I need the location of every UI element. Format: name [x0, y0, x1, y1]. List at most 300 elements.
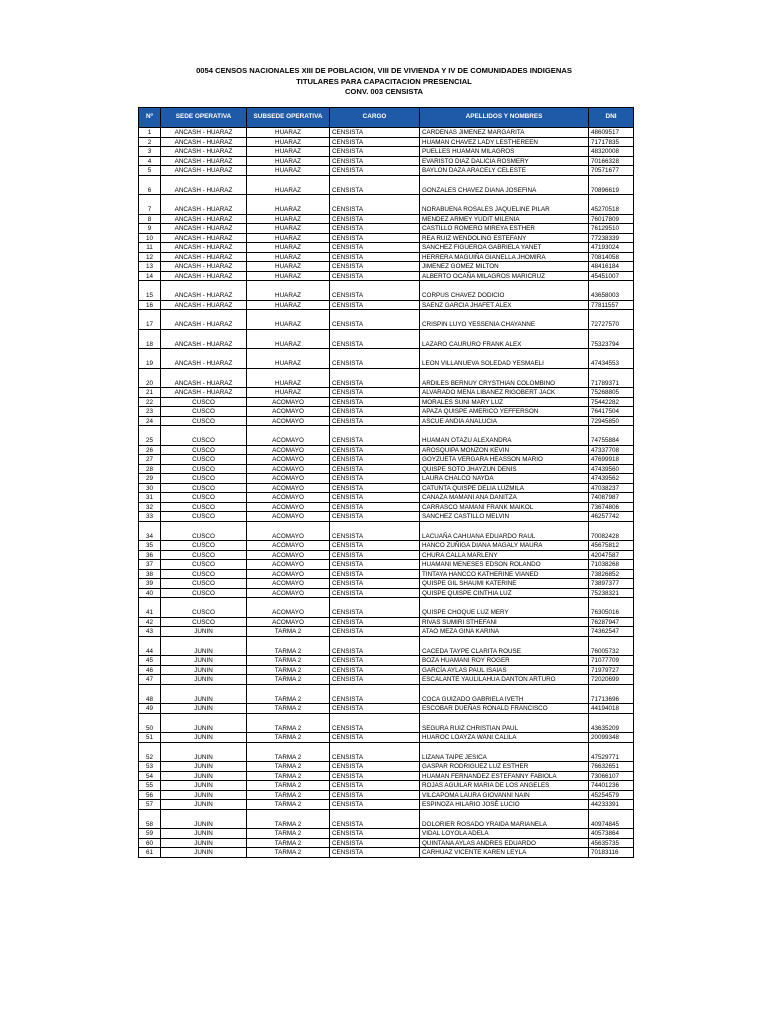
table-row [139, 665, 634, 675]
row-cargo: CENSISTA [330, 281, 420, 301]
table-row [139, 656, 634, 666]
row-sede: CUSCO [161, 569, 247, 579]
row-nombre: APAZA QUISPE AMERICO YEFFERSON [420, 407, 589, 417]
row-nombre: BAYLON DAZA ARACELY CELESTE [420, 166, 589, 176]
row-nombre: REA RUIZ WENDOLING ESTEFANY [420, 233, 589, 243]
row-nombre: QUISPE QUISPE CINTHIA LUZ [420, 588, 589, 598]
row-sede: CUSCO [161, 541, 247, 551]
row-subsede: ACOMAYO [247, 445, 330, 455]
row-nombre: VIDAL LOYOLA ADELA [420, 829, 589, 839]
row-sede: ANCASH - HUARAZ [161, 137, 247, 147]
row-dni: 76005732 [589, 636, 634, 656]
row-sede: ANCASH - HUARAZ [161, 281, 247, 301]
row-sede: ANCASH - HUARAZ [161, 195, 247, 215]
row-number: 52 [139, 742, 161, 762]
row-nombre: LACUAÑA CAHUANA EDUARDO RAUL [420, 521, 589, 541]
row-subsede: TARMA 2 [247, 742, 330, 762]
row-sede: CUSCO [161, 588, 247, 598]
row-dni: 44194018 [589, 704, 634, 714]
row-dni: 71713696 [589, 684, 634, 704]
row-number: 31 [139, 493, 161, 503]
table-row [139, 195, 634, 215]
row-number: 36 [139, 550, 161, 560]
row-sede: ANCASH - HUARAZ [161, 166, 247, 176]
row-dni: 46257742 [589, 512, 634, 522]
table-row [139, 310, 634, 330]
row-number: 26 [139, 445, 161, 455]
row-nombre: ESPINOZA HILARIO JOSÉ LUCIO [420, 800, 589, 810]
row-number: 19 [139, 349, 161, 369]
row-cargo: CENSISTA [330, 636, 420, 656]
table-row [139, 407, 634, 417]
row-sede: JUNIN [161, 675, 247, 685]
row-number: 54 [139, 771, 161, 781]
row-nombre: SANCHEZ FIGUEROA GABRIELA YANET [420, 243, 589, 253]
row-number: 57 [139, 800, 161, 810]
row-cargo: CENSISTA [330, 512, 420, 522]
row-sede: ANCASH - HUARAZ [161, 310, 247, 330]
row-dni: 74362547 [589, 627, 634, 637]
row-dni: 73066107 [589, 771, 634, 781]
row-nombre: GOYZUETA VERGARA HEASSON MARIO [420, 455, 589, 465]
row-sede: CUSCO [161, 579, 247, 589]
row-sede: ANCASH - HUARAZ [161, 224, 247, 234]
row-subsede: ACOMAYO [247, 521, 330, 541]
row-cargo: CENSISTA [330, 349, 420, 369]
row-subsede: HUARAZ [247, 224, 330, 234]
row-dni: 70166328 [589, 156, 634, 166]
document-title: 0054 CENSOS NACIONALES XIII DE POBLACION, VIII DE VIVIENDA Y IV DE COMUNIDADES INDIGENAS [196, 66, 572, 75]
row-subsede: ACOMAYO [247, 550, 330, 560]
row-cargo: CENSISTA [330, 271, 420, 281]
row-sede: ANCASH - HUARAZ [161, 329, 247, 349]
row-number: 49 [139, 704, 161, 714]
row-sede: CUSCO [161, 416, 247, 426]
row-number: 34 [139, 521, 161, 541]
row-number: 35 [139, 541, 161, 551]
row-subsede: TARMA 2 [247, 684, 330, 704]
row-number: 42 [139, 617, 161, 627]
row-number: 18 [139, 329, 161, 349]
row-nombre: HERRERA MAGUIÑA GIANELLA JHOMIRA [420, 252, 589, 262]
row-dni: 45451007 [589, 271, 634, 281]
row-dni: 48416184 [589, 262, 634, 272]
row-cargo: CENSISTA [330, 128, 420, 138]
table-row [139, 684, 634, 704]
row-sede: JUNIN [161, 713, 247, 733]
row-dni: 45254579 [589, 790, 634, 800]
row-subsede: ACOMAYO [247, 598, 330, 618]
row-nombre: QUINTANA AYLAS ANDRES EDUARDO [420, 838, 589, 848]
row-cargo: CENSISTA [330, 388, 420, 398]
row-nombre: GONZALES CHAVEZ DIANA JOSEFINA [420, 175, 589, 195]
row-sede: CUSCO [161, 445, 247, 455]
row-sede: JUNIN [161, 790, 247, 800]
row-subsede: TARMA 2 [247, 665, 330, 675]
row-cargo: CENSISTA [330, 588, 420, 598]
row-number: 61 [139, 848, 161, 858]
row-dni: 45675812 [589, 541, 634, 551]
row-sede: CUSCO [161, 426, 247, 446]
row-cargo: CENSISTA [330, 397, 420, 407]
row-nombre: HUAMAN CHAVEZ LADY LESTHEREEN [420, 137, 589, 147]
row-subsede: HUARAZ [247, 195, 330, 215]
row-sede: JUNIN [161, 829, 247, 839]
row-nombre: ESCALANTE YAULILAHUA DANTON ARTURO [420, 675, 589, 685]
row-nombre: ALBERTO OCAÑA MILAGROS MARICRUZ [420, 271, 589, 281]
row-subsede: HUARAZ [247, 147, 330, 157]
row-cargo: CENSISTA [330, 733, 420, 743]
row-number: 5 [139, 166, 161, 176]
row-number: 25 [139, 426, 161, 446]
row-cargo: CENSISTA [330, 838, 420, 848]
table-body [139, 128, 634, 858]
row-dni: 75268805 [589, 388, 634, 398]
row-cargo: CENSISTA [330, 809, 420, 829]
row-cargo: CENSISTA [330, 426, 420, 446]
row-dni: 75442282 [589, 397, 634, 407]
row-number: 41 [139, 598, 161, 618]
row-subsede: ACOMAYO [247, 502, 330, 512]
table-row [139, 368, 634, 388]
table-row [139, 598, 634, 618]
header-num: Nº [139, 108, 161, 128]
table-row [139, 502, 634, 512]
row-number: 4 [139, 156, 161, 166]
row-sede: JUNIN [161, 636, 247, 656]
row-dni: 72945850 [589, 416, 634, 426]
row-number: 12 [139, 252, 161, 262]
row-dni: 71038268 [589, 560, 634, 570]
table-row [139, 790, 634, 800]
row-nombre: HUAMAN FERNANDEZ ESTEFANNY FABIOLA [420, 771, 589, 781]
row-subsede: TARMA 2 [247, 627, 330, 637]
row-subsede: ACOMAYO [247, 617, 330, 627]
table-row [139, 838, 634, 848]
row-number: 48 [139, 684, 161, 704]
row-cargo: CENSISTA [330, 550, 420, 560]
row-cargo: CENSISTA [330, 474, 420, 484]
row-nombre: CANAZA MAMANI ANA DANITZA [420, 493, 589, 503]
row-subsede: HUARAZ [247, 329, 330, 349]
row-dni: 76305016 [589, 598, 634, 618]
row-cargo: CENSISTA [330, 771, 420, 781]
row-sede: JUNIN [161, 665, 247, 675]
row-sede: ANCASH - HUARAZ [161, 388, 247, 398]
table-row [139, 781, 634, 791]
row-subsede: HUARAZ [247, 137, 330, 147]
row-number: 22 [139, 397, 161, 407]
row-dni: 45270518 [589, 195, 634, 215]
row-number: 6 [139, 175, 161, 195]
row-dni: 71789371 [589, 368, 634, 388]
row-number: 21 [139, 388, 161, 398]
table-row [139, 455, 634, 465]
row-subsede: TARMA 2 [247, 838, 330, 848]
row-subsede: HUARAZ [247, 166, 330, 176]
table-row [139, 137, 634, 147]
row-number: 3 [139, 147, 161, 157]
row-nombre: CARRASCO MAMANI FRANK MAIKOL [420, 502, 589, 512]
row-subsede: ACOMAYO [247, 407, 330, 417]
row-nombre: BOZA HUAMANI ROY ROGER [420, 656, 589, 666]
row-sede: ANCASH - HUARAZ [161, 128, 247, 138]
row-dni: 70814058 [589, 252, 634, 262]
row-subsede: HUARAZ [247, 310, 330, 330]
row-nombre: ESCOBAR DUEÑAS RONALD FRANCISCO [420, 704, 589, 714]
table-row [139, 397, 634, 407]
row-number: 59 [139, 829, 161, 839]
row-nombre: CACEDA TAYPE CLARITA ROUSE [420, 636, 589, 656]
row-subsede: TARMA 2 [247, 800, 330, 810]
table-row [139, 214, 634, 224]
row-nombre: ROJAS AGUILAR MARIA DE LOS ANGELES [420, 781, 589, 791]
row-subsede: HUARAZ [247, 368, 330, 388]
table-row [139, 281, 634, 301]
row-number: 50 [139, 713, 161, 733]
row-nombre: HUAMANI MENESES EDSON ROLANDO [420, 560, 589, 570]
table-row [139, 829, 634, 839]
row-dni: 70183116 [589, 848, 634, 858]
row-sede: CUSCO [161, 464, 247, 474]
row-cargo: CENSISTA [330, 762, 420, 772]
row-dni: 77238339 [589, 233, 634, 243]
row-dni: 47337708 [589, 445, 634, 455]
row-cargo: CENSISTA [330, 742, 420, 762]
header-nombres: APELLIDOS Y NOMBRES [420, 108, 589, 128]
row-sede: ANCASH - HUARAZ [161, 368, 247, 388]
row-subsede: HUARAZ [247, 128, 330, 138]
row-nombre: HANCO ZUÑIGA DIANA MAGALY MAURA [420, 541, 589, 551]
row-dni: 48609517 [589, 128, 634, 138]
row-cargo: CENSISTA [330, 233, 420, 243]
row-dni: 42047587 [589, 550, 634, 560]
row-subsede: HUARAZ [247, 252, 330, 262]
row-cargo: CENSISTA [330, 675, 420, 685]
row-dni: 76017809 [589, 214, 634, 224]
row-nombre: CORPUS CHAVEZ DODICIO [420, 281, 589, 301]
row-dni: 43635209 [589, 713, 634, 733]
row-number: 15 [139, 281, 161, 301]
row-sede: JUNIN [161, 781, 247, 791]
row-sede: ANCASH - HUARAZ [161, 214, 247, 224]
row-number: 43 [139, 627, 161, 637]
row-sede: ANCASH - HUARAZ [161, 349, 247, 369]
row-dni: 47193024 [589, 243, 634, 253]
row-nombre: MENDEZ ARMEY YUDIT MILENIA [420, 214, 589, 224]
row-sede: CUSCO [161, 493, 247, 503]
row-subsede: ACOMAYO [247, 569, 330, 579]
document-convocatoria: CONV. 003 CENSISTA [344, 87, 424, 96]
row-nombre: QUISPE SOTO JHAYZUN DENIS [420, 464, 589, 474]
table-row [139, 636, 634, 656]
row-subsede: HUARAZ [247, 214, 330, 224]
table-row [139, 617, 634, 627]
table-row [139, 512, 634, 522]
row-sede: CUSCO [161, 560, 247, 570]
row-number: 17 [139, 310, 161, 330]
table-row [139, 416, 634, 426]
row-sede: ANCASH - HUARAZ [161, 243, 247, 253]
row-subsede: HUARAZ [247, 233, 330, 243]
row-subsede: TARMA 2 [247, 790, 330, 800]
row-nombre: GASPAR RODRIGUEZ LUZ ESTHER [420, 762, 589, 772]
table-row [139, 483, 634, 493]
row-nombre: MORALES SUNI MARY LUZ [420, 397, 589, 407]
row-subsede: HUARAZ [247, 262, 330, 272]
row-nombre: ARDILES BERNUY CRYSTHIAN COLOMBINO [420, 368, 589, 388]
row-dni: 47038237 [589, 483, 634, 493]
row-cargo: CENSISTA [330, 455, 420, 465]
row-cargo: CENSISTA [330, 137, 420, 147]
row-number: 14 [139, 271, 161, 281]
row-subsede: ACOMAYO [247, 474, 330, 484]
row-nombre: COCA GUIZADO GABRIELA IVETH [420, 684, 589, 704]
row-subsede: ACOMAYO [247, 541, 330, 551]
row-subsede: TARMA 2 [247, 713, 330, 733]
row-cargo: CENSISTA [330, 214, 420, 224]
row-number: 33 [139, 512, 161, 522]
row-nombre: CRISPIN LUYO YESSENIA CHAYANNE [420, 310, 589, 330]
row-subsede: HUARAZ [247, 156, 330, 166]
row-subsede: HUARAZ [247, 175, 330, 195]
row-number: 13 [139, 262, 161, 272]
row-dni: 70082428 [589, 521, 634, 541]
row-dni: 40974845 [589, 809, 634, 829]
row-sede: JUNIN [161, 800, 247, 810]
row-sede: JUNIN [161, 742, 247, 762]
table-row [139, 742, 634, 762]
row-subsede: ACOMAYO [247, 512, 330, 522]
row-sede: JUNIN [161, 627, 247, 637]
row-nombre: HUAROC LOAYZA WANI CALILA [420, 733, 589, 743]
row-cargo: CENSISTA [330, 790, 420, 800]
row-number: 23 [139, 407, 161, 417]
row-sede: CUSCO [161, 512, 247, 522]
row-dni: 47439560 [589, 464, 634, 474]
header-dni: DNI [589, 108, 634, 128]
row-sede: CUSCO [161, 502, 247, 512]
row-dni: 76632651 [589, 762, 634, 772]
row-nombre: LAURA CHALCO NAYDA [420, 474, 589, 484]
row-number: 55 [139, 781, 161, 791]
row-subsede: TARMA 2 [247, 781, 330, 791]
row-sede: CUSCO [161, 521, 247, 541]
table-row [139, 521, 634, 541]
row-dni: 75238321 [589, 588, 634, 598]
row-cargo: CENSISTA [330, 310, 420, 330]
row-subsede: TARMA 2 [247, 848, 330, 858]
row-nombre: ATAO MEZA GINA KARINA [420, 627, 589, 637]
header-cargo: CARGO [330, 108, 420, 128]
row-nombre: ALVARADO MENA LIBANEZ RIGOBERT JACK [420, 388, 589, 398]
row-cargo: CENSISTA [330, 617, 420, 627]
row-nombre: RIVAS SUMIRI STHEFANI [420, 617, 589, 627]
table-row [139, 156, 634, 166]
row-dni: 77811557 [589, 300, 634, 310]
row-number: 1 [139, 128, 161, 138]
row-dni: 72727570 [589, 310, 634, 330]
row-dni: 44233391 [589, 800, 634, 810]
row-cargo: CENSISTA [330, 252, 420, 262]
row-nombre: VILCAPOMA LAURA GIOVANNI NAIN [420, 790, 589, 800]
row-subsede: ACOMAYO [247, 588, 330, 598]
table-row [139, 128, 634, 138]
table-row [139, 675, 634, 685]
row-nombre: LEON VILLANUEVA SOLEDAD YESMAELI [420, 349, 589, 369]
row-subsede: HUARAZ [247, 349, 330, 369]
row-nombre: EVARISTO DIAZ DALICIA ROSMERY [420, 156, 589, 166]
table-row [139, 224, 634, 234]
censistas-table [138, 107, 634, 858]
row-dni: 75323794 [589, 329, 634, 349]
row-dni: 71979727 [589, 665, 634, 675]
row-dni: 47699918 [589, 455, 634, 465]
table-row [139, 550, 634, 560]
table-row [139, 252, 634, 262]
row-cargo: CENSISTA [330, 579, 420, 589]
row-sede: JUNIN [161, 771, 247, 781]
row-sede: ANCASH - HUARAZ [161, 233, 247, 243]
row-cargo: CENSISTA [330, 166, 420, 176]
table-row [139, 733, 634, 743]
document-subtitle: TITULARES PARA CAPACITACION PRESENCIAL [296, 76, 472, 86]
row-nombre: LAZARO CAURURO FRANK ALEX [420, 329, 589, 349]
row-subsede: ACOMAYO [247, 416, 330, 426]
table-row [139, 579, 634, 589]
row-cargo: CENSISTA [330, 464, 420, 474]
row-nombre: QUISPE GIL SHAUMI KATERINE [420, 579, 589, 589]
row-subsede: ACOMAYO [247, 493, 330, 503]
row-dni: 74087987 [589, 493, 634, 503]
row-nombre: JIMENEZ GOMEZ MILTON [420, 262, 589, 272]
row-subsede: TARMA 2 [247, 762, 330, 772]
row-number: 7 [139, 195, 161, 215]
row-subsede: TARMA 2 [247, 656, 330, 666]
row-dni: 70571677 [589, 166, 634, 176]
row-subsede: HUARAZ [247, 281, 330, 301]
row-sede: JUNIN [161, 762, 247, 772]
row-cargo: CENSISTA [330, 195, 420, 215]
row-cargo: CENSISTA [330, 445, 420, 455]
row-cargo: CENSISTA [330, 262, 420, 272]
row-cargo: CENSISTA [330, 684, 420, 704]
row-number: 46 [139, 665, 161, 675]
table-row [139, 445, 634, 455]
row-sede: CUSCO [161, 455, 247, 465]
row-number: 24 [139, 416, 161, 426]
row-number: 20 [139, 368, 161, 388]
row-cargo: CENSISTA [330, 665, 420, 675]
row-dni: 72020699 [589, 675, 634, 685]
row-nombre: CHURA CALLA MARLENY [420, 550, 589, 560]
row-number: 53 [139, 762, 161, 772]
table-row [139, 474, 634, 484]
row-nombre: SANCHEZ CASTILLO MELVIN [420, 512, 589, 522]
row-cargo: CENSISTA [330, 800, 420, 810]
row-number: 60 [139, 838, 161, 848]
row-sede: JUNIN [161, 809, 247, 829]
row-sede: CUSCO [161, 474, 247, 484]
table-row [139, 271, 634, 281]
row-cargo: CENSISTA [330, 521, 420, 541]
row-dni: 74401236 [589, 781, 634, 791]
row-number: 10 [139, 233, 161, 243]
row-subsede: TARMA 2 [247, 771, 330, 781]
row-dni: 73897377 [589, 579, 634, 589]
row-number: 58 [139, 809, 161, 829]
table-row [139, 147, 634, 157]
